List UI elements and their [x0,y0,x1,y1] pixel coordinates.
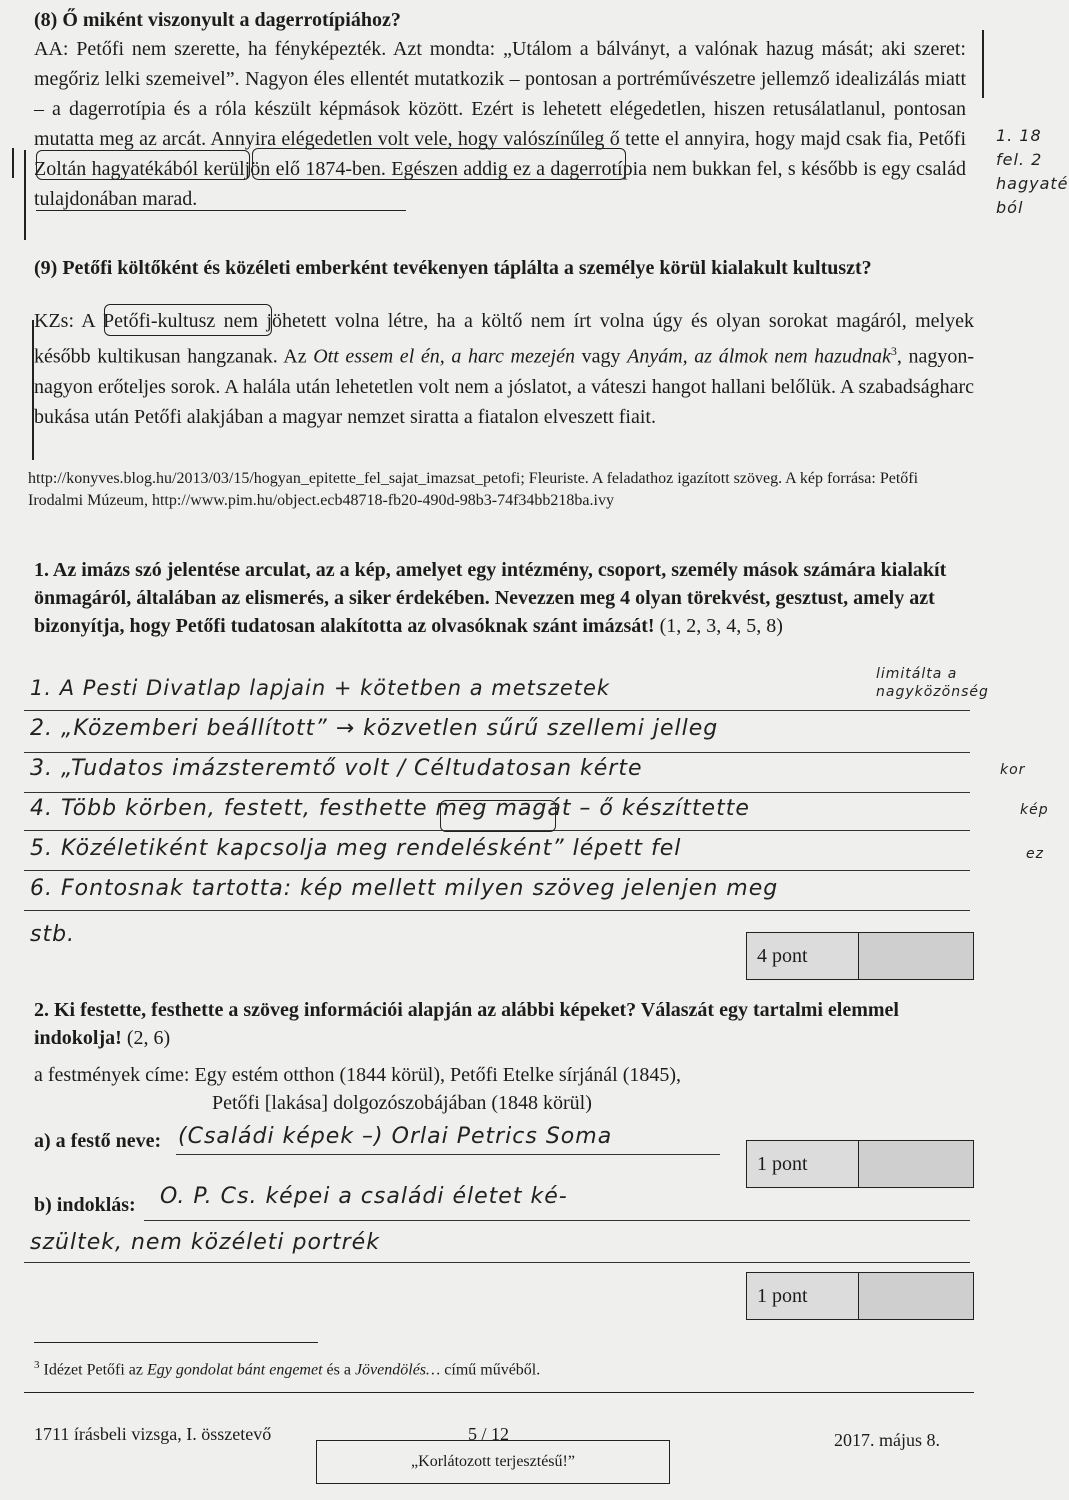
answer-line [24,910,970,911]
score-label: 4 pont [747,933,859,979]
answer-line [24,870,970,871]
side-note: ez [1026,846,1044,862]
side-note: nagyközönség [876,684,989,700]
restricted-distribution-box: „Korlátozott terjesztésű!” [316,1440,670,1484]
answer-line [24,792,970,793]
answer-line [24,752,970,753]
page-number: 5 / 12 [468,1424,510,1444]
handwritten-answer-2: 2. „Közemberi beállított” → közvetlen sűrű szellemi jelleg [30,716,719,741]
score-label: 1 pont [747,1273,859,1319]
handwritten-answer-1: 1. A Pesti Divatlap lapjain + kötetben a metszetek [30,676,611,700]
task2-prompt: 2. Ki festette, festhette a szöveg információi alapján az alábbi képeket? Válaszát egy tartalmi elemmel indokolja! (2, 6) [34,999,899,1049]
underline-mark [36,210,406,211]
side-note: limitálta a [876,666,958,682]
score-box [746,1140,974,1188]
side-note: kor [1000,762,1026,778]
score-field[interactable] [859,1141,973,1187]
score-box [746,932,974,980]
handwritten-answer-4: 4. Több körben, festett, festhette meg magát – ő készíttette [30,796,750,821]
painter-name-label: a) a festő neve: [34,1130,162,1152]
margin-tick [12,148,14,178]
circled-phrase [104,304,272,336]
handwritten-etc: stb. [30,922,76,947]
q8-heading: (8) Ő miként viszonyult a dagerrotípiához? [34,9,401,31]
painting-titles-2: Petőfi [lakása] dolgozószobájában (1848 körül) [212,1092,592,1114]
score-label: 1 pont [747,1141,859,1187]
handwritten-answer-6: 6. Fontosnak tartotta: kép mellett milyen szöveg jelenjen meg [30,876,779,901]
footer-exam-id: 1711 írásbeli vizsga, I. összetevő [34,1424,272,1444]
handwritten-reason-2: szültek, nem közéleti portrék [30,1230,380,1255]
q9-heading: (9) Petőfi költőként és közéleti emberként tevékenyen táplálta a személye körül kialakult kultuszt? [34,257,872,279]
footer-date: 2017. május 8. [834,1430,940,1450]
q8-answer: AA: Petőfi nem szerette, ha fényképezték. Azt mondta: „Utálom a bálványt, a valónak hazug mását; aki szeret: megőriz lelki szemeivel”. Nagyon éles ellentét mutatkozik – pontosan a portréművészetre jellemző idealizálás miatt – a dagerrotípia és a róla készült képmások között. Ezért is lehetett elégedetlen, hiszen retusálatlanul, pontosan mutatta meg az arcát. Annyira elégedetlen volt vele, hogy valószínűleg ő tette el annyira, hogy majd csak fia, Petőfi Zoltán hagyatékából kerüljön elő 1874-ben. Egészen addig ez a dagerrotípia nem bukkan fel, s később is egy család tulajdonában marad. [34,38,966,210]
margin-bracket [982,30,984,98]
q9-answer: KZs: A Petőfi-kultusz nem jöhetett volna létre, ha a költő nem írt volna úgy és olyan sorokat magáról, melyek később kultikusan hangzanak. Az Ott essem el én, a harc mezején vagy Anyám, az álmok nem hazudnak$^3$, nagyon-nagyon erőteljes sorok. A halála után lehetetlen volt nem a jóslatot, a váteszi hangot hallani belőlük. A szabadságharc bukása után Petőfi alakjában a magyar nemzet siratta a fiatalon elveszett fiait. [34,310,974,428]
footer-rule [24,1392,974,1393]
margin-bracket [24,150,26,240]
task1-prompt: 1. Az imázs szó jelentése arculat, az a kép, amelyet egy intézmény, csoport, személy mások számára kialakít önmagáról, általában az elismerés, a siker érdekében. Nevezzen meg 4 olyan törekvést, gesztust, amely azt bizonyítja, hogy Petőfi tudatosan alakította az olvasóknak szánt imázsát! (1, 2, 3, 4, 5, 8) [34,559,947,637]
footnote-rule [34,1342,318,1343]
answer-line [176,1154,720,1155]
circled-word [440,800,556,832]
circled-phrase [36,150,250,180]
painting-titles-1: a festmények címe: Egy estém otthon (1844 körül), Petőfi Etelke sírjánál (1845), [34,1064,682,1086]
answer-line [24,1262,970,1263]
side-note: kép [1020,802,1049,818]
circled-phrase [252,148,626,180]
score-box [746,1272,974,1320]
handwritten-answer-3: 3. „Tudatos imázsteremtő volt / Céltudatosan kérte [30,756,643,781]
source-citation: http://konyves.blog.hu/2013/03/15/hogyan_epitette_fel_sajat_imazsat_petofi; Fleuriste. A feladathoz igazított szöveg. A kép forrása: Petőfi Irodalmi Múzeum, http://www.pim.hu/object.ecb48718-fb20-490d-98b3-74f34bb218ba.ivy [28,470,919,509]
margin-bracket [32,320,34,460]
reason-label: b) indoklás: [34,1194,136,1216]
footnote: $^3$ Idézet Petőfi az Egy gondolat bánt engemet és a Jövendölés… című művéből. [34,1359,541,1379]
handwritten-answer-5: 5. Közéletiként kapcsolja meg rendelésként” lépett fel [30,836,682,861]
answer-line [144,1220,970,1221]
margin-note: 1. 18 fel. 2 hagyaté ból [996,126,1069,217]
handwritten-reason-1: O. P. Cs. képei a családi életet ké- [160,1184,568,1209]
answer-line [24,710,970,711]
handwritten-painter: (Családi képek –) Orlai Petrics Soma [178,1124,613,1149]
score-field[interactable] [859,933,973,979]
score-field[interactable] [859,1273,973,1319]
